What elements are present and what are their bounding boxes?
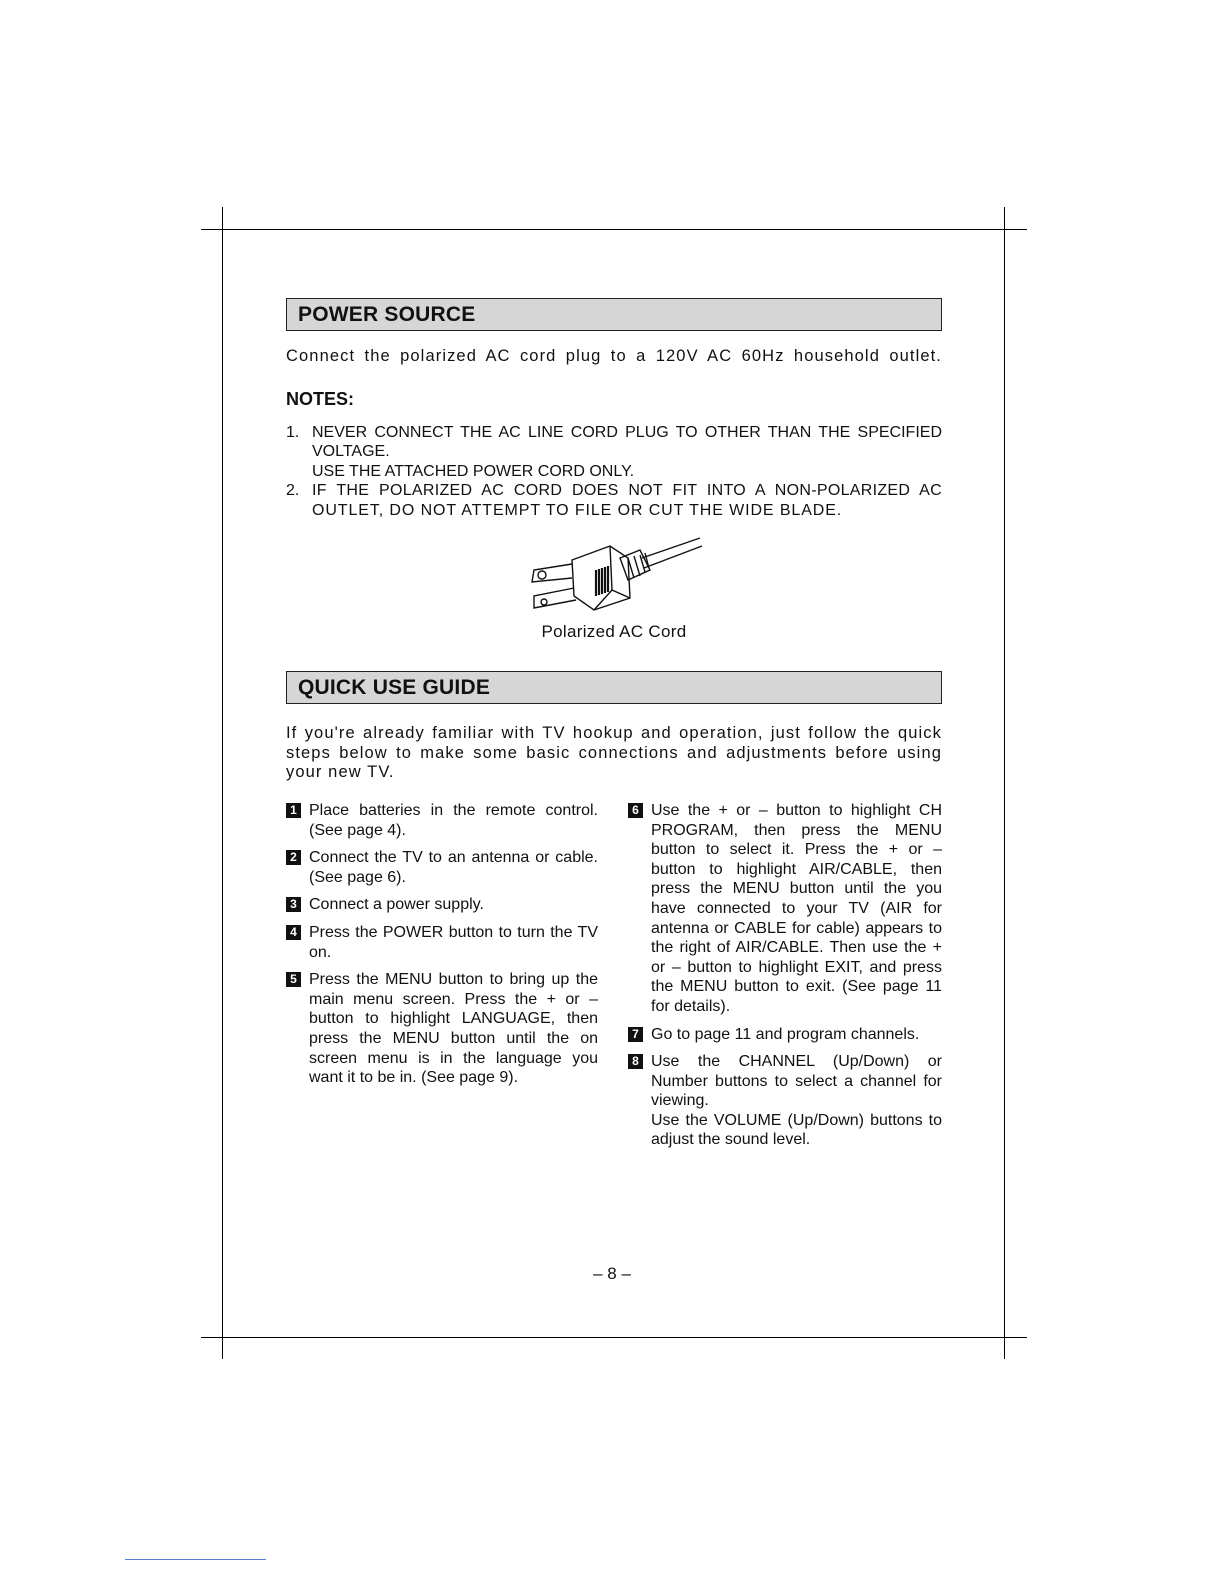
note-text: IF THE POLARIZED AC CORD DOES NOT FIT INTO A NON-POLARIZED AC <box>312 482 942 500</box>
step-text: Use the CHANNEL (Up/Down) or Number buttons to select a channel for viewing. <box>651 1053 942 1110</box>
quick-use-guide-header <box>286 671 942 704</box>
note-item <box>286 423 942 482</box>
step-text: Go to page 11 and program channels. <box>651 1025 920 1043</box>
step-text: Use the VOLUME (Up/Down) buttons to adjust the sound level. <box>651 1111 942 1149</box>
steps-right-column <box>628 801 942 1158</box>
crop-mark-left-line <box>222 207 223 1359</box>
step-text: Use the + or – button to highlight CH PROGRAM, then press the MENU button to select it. Press the + or – button to highlight AIR/CABLE, then press the MENU button until the you have connected to your TV (AIR for antenna or CABLE for cable) appears to the right of AIR/CABLE. Then use the + or – button to highlight EXIT, and press the MENU button to exit. (See page 11 for details). <box>651 801 942 1015</box>
polarized-cord-figure <box>286 534 942 642</box>
note-text: USE THE ATTACHED POWER CORD ONLY. <box>312 462 635 480</box>
note-number: 2. <box>286 482 300 500</box>
step-item <box>286 848 598 887</box>
step-item <box>286 970 598 1088</box>
step-text: Press the POWER button to turn the TV on. <box>309 923 598 961</box>
step-number-badge: 1 <box>286 803 301 818</box>
notes-title: NOTES: <box>286 388 355 409</box>
step-item <box>628 1025 942 1045</box>
step-text: Place batteries in the remote control. (See page 4). <box>309 801 598 839</box>
quick-use-guide-heading: QUICK USE GUIDE <box>298 675 491 699</box>
page-number: – 8 – <box>593 1264 631 1283</box>
footer-underline <box>125 1559 266 1560</box>
step-number-badge: 3 <box>286 897 301 912</box>
step-item <box>286 801 598 840</box>
step-number-badge: 5 <box>286 972 301 987</box>
step-number-badge: 8 <box>628 1054 643 1069</box>
notes-list <box>286 423 942 521</box>
step-number-badge: 7 <box>628 1027 643 1042</box>
step-item <box>286 923 598 962</box>
manual-page-body <box>286 298 942 1158</box>
note-text: OUTLET, DO NOT ATTEMPT TO FILE OR CUT THE WIDE BLADE. <box>312 501 843 519</box>
steps-columns <box>286 801 942 1158</box>
note-item <box>286 481 942 520</box>
step-text: Connect the TV to an antenna or cable. (See page 6). <box>309 849 598 886</box>
step-text: Press the MENU button to bring up the main menu screen. Press the + or – button to highlight LANGUAGE, then press the MENU button until the on screen menu is in the language you want it to be in. (See page 9). <box>309 971 598 1087</box>
crop-mark-top-line <box>201 229 1027 230</box>
step-number-badge: 4 <box>286 925 301 940</box>
steps-left-column <box>286 801 598 1158</box>
polarized-plug-illustration <box>524 534 704 614</box>
power-source-header <box>286 298 942 331</box>
crop-mark-right-line <box>1004 207 1005 1359</box>
step-number-badge: 6 <box>628 803 643 818</box>
step-item <box>628 801 942 1017</box>
quick-use-guide-intro: If you're already familiar with TV hookup and operation, just follow the quick steps below to make some basic connections and adjustments before using your new TV. <box>286 724 942 782</box>
step-item <box>628 1052 942 1150</box>
step-number-badge: 2 <box>286 850 301 865</box>
crop-mark-bottom-line <box>201 1337 1027 1338</box>
note-number: 1. <box>286 423 300 441</box>
power-source-heading: POWER SOURCE <box>298 302 476 326</box>
power-source-intro: Connect the polarized AC cord plug to a 120V AC 60Hz household outlet. <box>286 347 942 365</box>
figure-caption: Polarized AC Cord <box>541 622 687 642</box>
step-text: Connect a power supply. <box>309 896 484 914</box>
step-item <box>286 895 598 915</box>
note-text: NEVER CONNECT THE AC LINE CORD PLUG TO OTHER THAN THE SPECIFIED VOLTAGE. <box>312 423 942 461</box>
